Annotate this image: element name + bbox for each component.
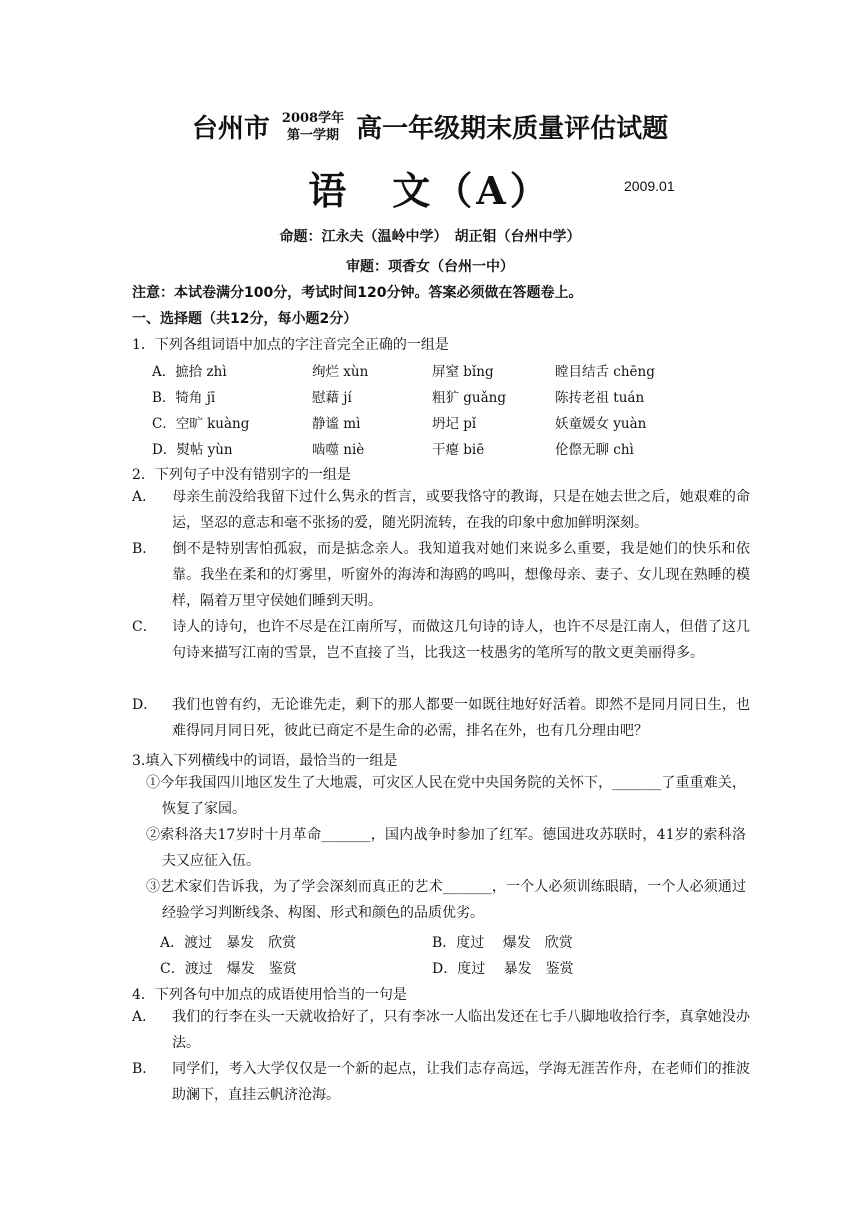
q4-a-text: 我们的行李在头一天就收拾好了，只有李冰一人临出发还在七手八脚地收拾行李，真拿她没办法。	[172, 1009, 750, 1051]
q2-option-a	[132, 484, 750, 536]
subject-title: 语 文（A）	[308, 168, 552, 213]
q3-choice-b: B．度过 爆发 欣赏	[432, 935, 573, 951]
q2-a-label: A．	[132, 489, 157, 505]
q1-a-4: 瞠目结舌 chēng	[555, 364, 655, 380]
q1-c-3: 坍圮 pǐ	[432, 416, 477, 432]
q1-c-4: 妖童媛女 yuàn	[555, 416, 647, 432]
q3-item-3: ③艺术家们告诉我，为了学会深刻而真正的艺术_______，一个人必须训练眼睛，一个人必须通过经验学习判断线条、构图、形式和颜色的品质优劣。	[146, 879, 746, 921]
q2-d-text: 我们也曾有约，无论谁先走，剩下的那人都要一如既往地好好活着。即然不是同月同日生，也难得同月同日死，彼此已商定不是生命的必需，排名在外，也有几分理由吧？	[172, 697, 750, 739]
q1-b-2: 慰藉 jí	[312, 390, 352, 406]
semester: 第一学期	[286, 127, 339, 143]
notice-line: 注意：本试卷满分100分，考试时间120分钟。答案必须做在答题卷上。	[132, 285, 583, 301]
authors-line: 命题：江永夫（温岭中学） 胡正钼（台州中学）	[279, 229, 581, 245]
q4-option-a	[132, 1004, 750, 1056]
q1-b-4: 陈抟老祖 tuán	[555, 390, 645, 406]
q2-b-text: 倒不是特别害怕孤寂，而是掂念亲人。我知道我对她们来说多么重要，我是她们的快乐和依靠。我坐在柔和的灯雾里，听窗外的海涛和海鸥的鸣叫，想像母亲、妻子、女儿现在熟睡的模样，隔着万里守侯她们睡到天明。	[172, 541, 750, 609]
q4-a-label: A．	[132, 1009, 157, 1025]
q1-d-1: D．熨帖 yùn	[152, 442, 233, 458]
school-year: 2008学年	[281, 110, 345, 126]
q3-stem: 3.填入下列横线中的词语，最恰当的一组是	[132, 753, 398, 769]
q3-choice-a: A．渡过 暴发 欣赏	[160, 935, 297, 951]
q1-d-3: 干瘪 biē	[432, 442, 485, 458]
q1-a-3: 屏窒 bǐng	[432, 364, 494, 380]
q2-b-label: B．	[132, 541, 157, 557]
section-one-heading: 一、选择题（共12分，每小题2分）	[132, 311, 358, 327]
q3-item-2: ②索科洛夫17岁时十月革命_______，国内战争时参加了红军。德国进攻苏联时，41岁的索科洛夫又应征入伍。	[146, 827, 746, 869]
q4-stem: 4．下列各句中加点的成语使用恰当的一句是	[132, 987, 407, 1003]
term-stack	[282, 110, 344, 144]
reviewer-line: 审题：项香女（台州一中）	[346, 259, 514, 275]
q4-option-b	[132, 1056, 750, 1108]
q1-c-1: C．空旷 kuàng	[152, 416, 250, 432]
city-name: 台州市	[191, 114, 270, 144]
q1-d-2: 啮噬 niè	[312, 442, 365, 458]
exam-date: 2009.01	[624, 178, 675, 194]
q3-choice-d: D．度过 暴发 鉴赏	[432, 961, 574, 977]
q4-b-text: 同学们，考入大学仅仅是一个新的起点，让我们志存高远，学海无涯苦作舟，在老师们的推波助澜下，直挂云帆济沧海。	[172, 1061, 750, 1103]
q1-a-1: A．摭拾 zhì	[152, 364, 227, 380]
q2-stem: 2．下列句子中没有错别字的一组是	[132, 467, 351, 483]
q2-d-label: D．	[132, 697, 158, 713]
exam-header	[0, 108, 860, 145]
q3-item-1: ①今年我国四川地区发生了大地震，可灾区人民在党中央国务院的关怀下，_______了重重难关，恢复了家园。	[146, 775, 746, 817]
exam-title: 高一年级期末质量评估试题	[356, 114, 669, 144]
q1-stem: 1．下列各组词语中加点的字注音完全正确的一组是	[132, 337, 449, 353]
q1-c-2: 静谧 mì	[312, 416, 361, 432]
q1-b-1: B．犄角 jī	[152, 390, 216, 406]
q1-d-4: 伦傺无聊 chì	[555, 442, 634, 458]
q3-choice-c: C．渡过 爆发 鉴赏	[160, 961, 297, 977]
q2-option-d	[132, 692, 750, 744]
q4-b-label: B．	[132, 1061, 157, 1077]
q2-option-b	[132, 536, 750, 614]
q1-b-3: 粗犷 guǎng	[432, 390, 507, 406]
q2-c-text: 诗人的诗句，也许不尽是在江南所写，而做这几句诗的诗人，也许不尽是江南人，但借了这几句诗来描写江南的雪景，岂不直接了当，比我这一枝愚劣的笔所写的散文更美丽得多。	[172, 619, 750, 661]
q2-a-text: 母亲生前没给我留下过什么隽永的哲言，或要我恪守的教诲，只是在她去世之后，她艰难的命运，坚忍的意志和毫不张扬的爱，随光阴流转，在我的印象中愈加鲜明深刻。	[172, 489, 750, 531]
q2-c-label: C．	[132, 619, 157, 635]
q1-a-2: 绚烂 xùn	[312, 364, 369, 380]
q2-option-c	[132, 614, 750, 666]
